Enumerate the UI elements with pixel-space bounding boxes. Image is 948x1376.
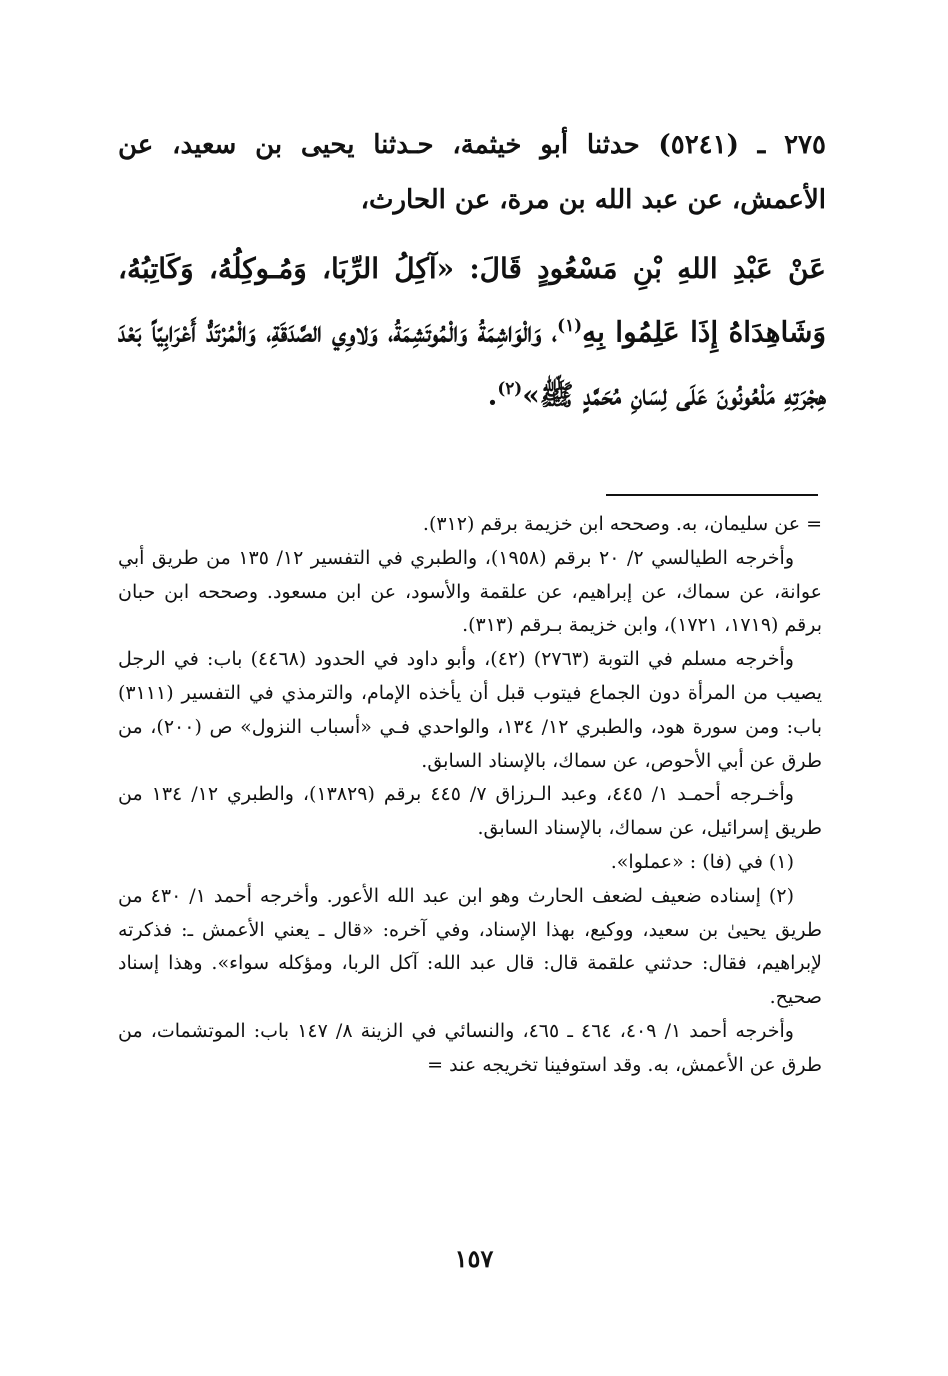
footnote-1: (١) في (فا) : «عملوا».	[610, 850, 794, 873]
footnote-paragraph: وأخرجه الطيالسي ٢/ ٢٠ برقم (١٩٥٨)، والطبري في التفسير ١٢/ ١٣٥ من طريق أبي عوانة، عن سماك، عن إبراهيم، عن علقمة والأسود، عن ابن مسعود. وصححه ابن حبان برقم (١٧١٩، ١٧٢١)، وابن خزيمة بـرقم (٣١٣).	[118, 546, 822, 637]
hadith-text-part1: عَنْ عَبْدِ اللهِ بْنِ مَسْعُودٍ قَالَ: «آكِلُ الرِّبَا، وَمُـوكِلُهُ، وَكَاتِبُهُ، وَشَاهِدَاهُ إِذَا عَلِمُوا بِهِ	[118, 252, 826, 349]
footnote-2: (٢) إسناده ضعيف لضعف الحارث وهو ابن عبد الله الأعور. وأخرجه أحمد ١/ ٤٣٠ من طريق يحيىٰ بن سعيد، ووكيع، بهذا الإسناد، وفي آخره: «قال ـ يعني الأعمش ـ: فذكرته لإبراهيم، فقال: حدثني علقمة قال: قال عبد الله: آكل الربا، ومؤكله سواء». وهذا إسناد صحيح.	[118, 884, 822, 1009]
footnote-continued: = عن سليمان، به. وصححه ابن خزيمة برقم (٣١٢).	[422, 513, 822, 535]
footnote-paragraph: وأخرجه أحمد ١/ ٤٠٩، ٤٦٤ ـ ٤٦٥، والنسائي في الزينة ٨/ ١٤٧ باب: الموتشمات، من طرق عن الأعمش، به. وقد استوفينا تخريجه عند =	[118, 1019, 822, 1076]
footnote-paragraph: وأخـرجه أحمـد ١/ ٤٤٥، وعبد الـرزاق ٧/ ٤٤٥ برقم (١٣٨٢٩)، والطبري ١٢/ ١٣٤ من طريق إسرائيل، عن سماك، بالإسناد السابق.	[118, 783, 822, 840]
page-number: ١٥٧	[454, 1244, 494, 1273]
footnote-ref-1: (١)	[557, 315, 583, 335]
hadith-text	[118, 240, 826, 424]
hadith-text-end: .	[487, 378, 498, 412]
main-text	[118, 118, 826, 424]
hadith-text-part2: ، وَالْوَاشِمَةُ وَالْمُوتَشِمَةُ، وَلاوِي الصَّدَقَةِ، وَالْمُرْتَدُّ أَعْرَابِيّاً بَعْدَ هِجْرَتِهِ مَلْعُونُونَ عَلَى لِسَانِ مُحَمَّدٍ ﷺ»	[118, 315, 826, 412]
hadith-chain: ٢٧٥ ـ (٥٢٤١) حدثنا أبو خيثمة، حـدثنا يحيى بن سعيد، عن الأعمش، عن عبد الله بن مرة، عن الحارث،	[118, 130, 826, 215]
footnote-paragraph: وأخرجه مسلم في التوبة (٢٧٦٣) (٤٢)، وأبو داود في الحدود (٤٤٦٨) باب: في الرجل يصيب من المرأة دون الجماع فيتوب قبل أن يأخذه الإمام، والترمذي في التفسير (٣١١١) باب: ومن سورة هود، والطبري ١٢/ ١٣٤، والواحدي فـي «أسباب النزول» ص (٢٠٠)، من طرق عن أبي الأحوص، عن سماك، بالإسناد السابق.	[118, 648, 822, 772]
footnote-separator	[606, 494, 818, 496]
footnote-ref-2: (٢)	[497, 378, 523, 399]
footnotes	[118, 508, 822, 1083]
